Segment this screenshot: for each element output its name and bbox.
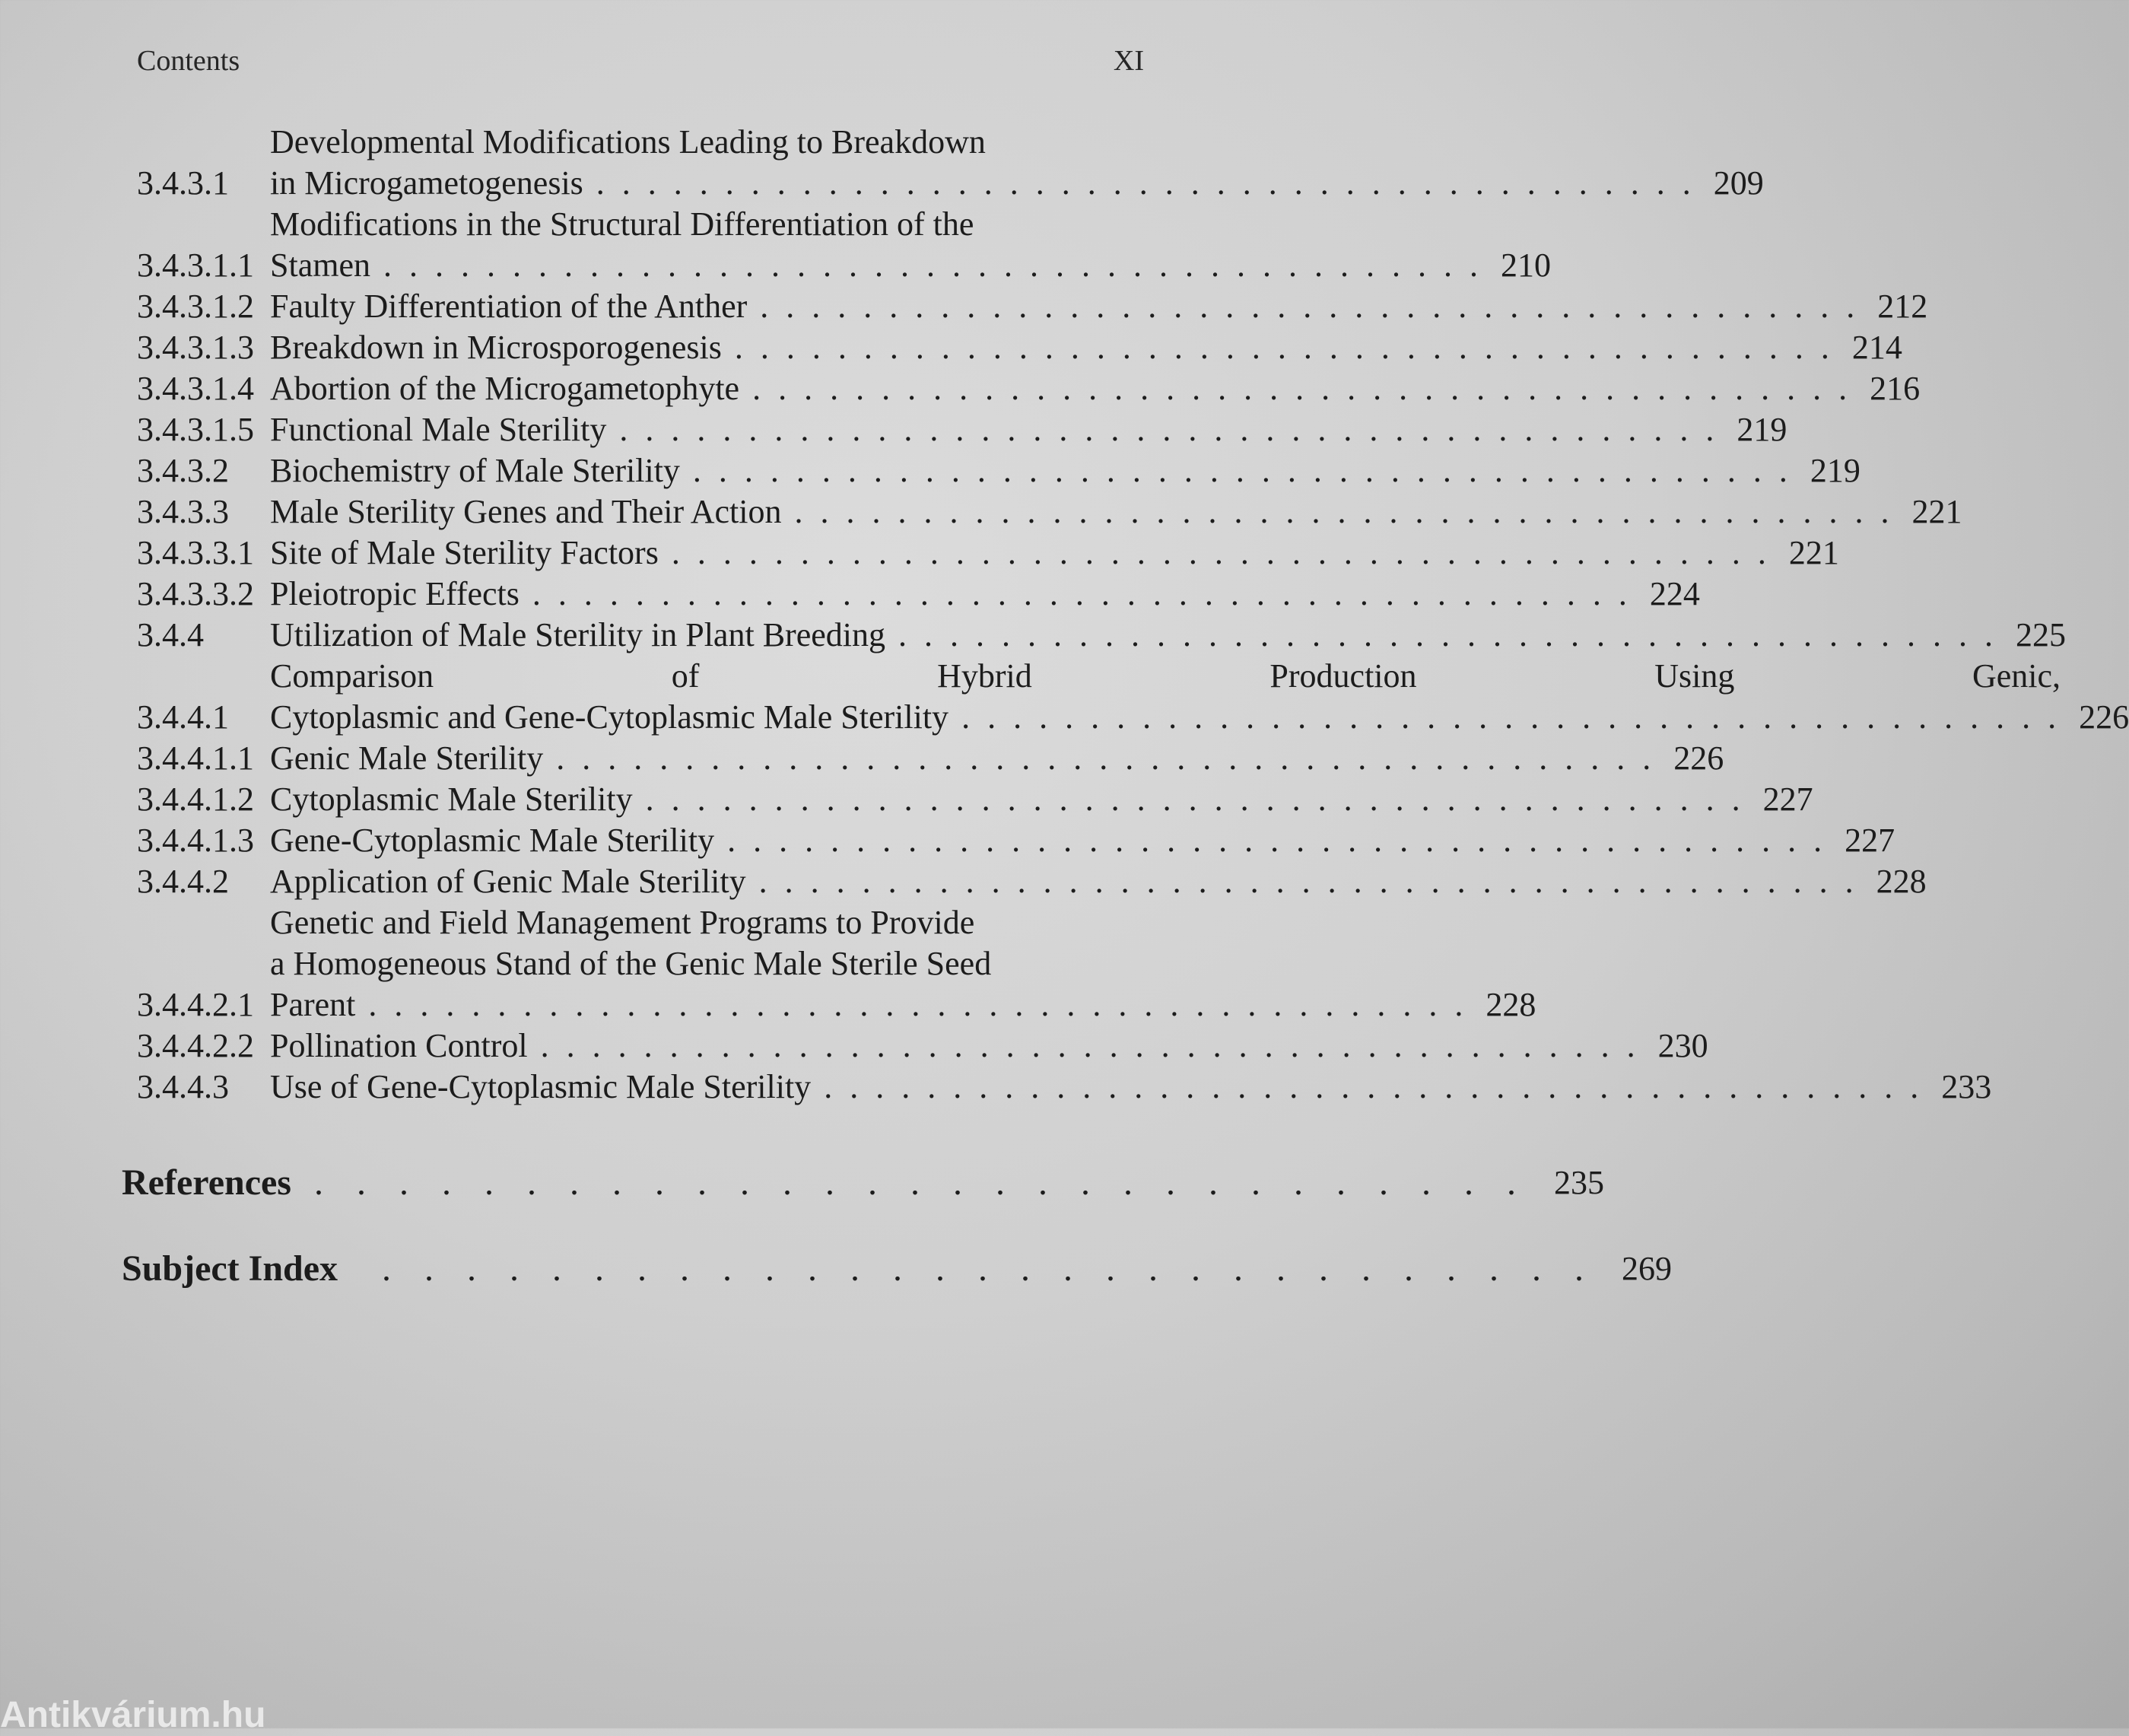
page-number: 221 <box>1911 493 1962 530</box>
section-number: 3.4.4.1.3 <box>137 822 254 859</box>
section-title-line: Breakdown in Microsporogenesis . . . <box>270 327 1834 368</box>
section-number: 3.4.3.3.1 <box>137 534 254 571</box>
section-title-line: Pleiotropic Effects . . . <box>270 574 1632 615</box>
page-number: 224 <box>1649 575 1700 612</box>
page-number: 225 <box>2015 616 2066 653</box>
toc-entry <box>122 861 1927 902</box>
toc-entry <box>122 738 1724 779</box>
section-title-line: Parent . . . <box>270 984 1467 1025</box>
page-number: 227 <box>1845 822 1895 859</box>
section-title <box>270 574 1632 615</box>
subject-index-page: 269 <box>1622 1250 1673 1287</box>
section-number: 3.4.3.3 <box>137 493 229 530</box>
section-number: 3.4.3.1.3 <box>137 329 254 366</box>
section-number: 3.4.4 <box>137 616 204 653</box>
references-label: References <box>122 1162 291 1203</box>
page-number: 228 <box>1876 863 1927 900</box>
section-title <box>270 122 1695 204</box>
section-title <box>270 204 1482 286</box>
section-number: 3.4.4.2.1 <box>137 986 254 1023</box>
section-title-line: Gene-Cytoplasmic Male Sterility . . . <box>270 820 1826 861</box>
section-title <box>270 409 1718 450</box>
section-number: 3.4.3.1.2 <box>137 288 254 325</box>
section-title-line: a Homogeneous Stand of the Genic Male Sterile Seed <box>270 945 992 982</box>
toc-entry-references <box>122 1160 1604 1206</box>
toc-entry <box>122 902 1536 1025</box>
section-title <box>270 656 2061 738</box>
section-title <box>270 738 1655 779</box>
leader-dots: . . . . . . . . . . . . . . . . . . . . . . . . . . . . . <box>313 1162 1528 1203</box>
toc-entry-subject-index <box>122 1246 1673 1292</box>
section-title <box>270 533 1771 574</box>
section-title <box>270 286 1859 327</box>
section-title-line: Biochemistry of Male Sterility . . . <box>270 450 1792 491</box>
section-title-line: Modifications in the Structural Differentiation of the <box>270 205 974 243</box>
section-title <box>270 450 1792 491</box>
running-head-title: Contents <box>137 45 240 77</box>
section-number: 3.4.4.3 <box>137 1068 229 1105</box>
section-title-line: Male Sterility Genes and Their Action . . . <box>270 491 1893 533</box>
section-title-line: Application of Genic Male Sterility . . . <box>270 861 1858 902</box>
section-title <box>270 779 1745 820</box>
section-title <box>270 820 1826 861</box>
section-title-line: Faulty Differentiation of the Anther . . . <box>270 286 1859 327</box>
toc-entry <box>122 286 1928 327</box>
section-title <box>270 491 1893 533</box>
running-head <box>137 44 1144 78</box>
page-number: 226 <box>1673 739 1724 777</box>
watermark-text: Antikvárium.hu <box>0 1695 266 1735</box>
leader-dots: . . . . . . . . . . . . . . . . . . . . . . . . . . . . . <box>361 1248 1597 1289</box>
section-title-line: Genic Male Sterility . . . <box>270 738 1655 779</box>
section-title-line: Stamen . . . <box>270 245 1482 286</box>
section-number: 3.4.3.1.1 <box>137 246 254 284</box>
toc-entry <box>122 122 1764 204</box>
page-number: 221 <box>1788 534 1839 571</box>
section-title-line: Genetic and Field Management Programs to Provide <box>270 904 975 941</box>
page-number: 209 <box>1713 164 1764 202</box>
section-number: 3.4.4.1.1 <box>137 739 254 777</box>
section-title <box>270 861 1858 902</box>
page-number: 212 <box>1877 288 1928 325</box>
page-number: 210 <box>1500 246 1551 284</box>
section-title <box>270 902 1467 1025</box>
section-title-line: Pollination Control . . . <box>270 1025 1640 1067</box>
references-page: 235 <box>1553 1164 1604 1201</box>
page-number: 219 <box>1810 452 1860 489</box>
subject-index-label: Subject Index <box>122 1248 338 1289</box>
section-number: 3.4.4.2 <box>137 863 229 900</box>
section-number: 3.4.3.1 <box>137 164 229 202</box>
section-title-line: Developmental Modifications Leading to Breakdown <box>270 123 986 161</box>
section-title-line: Use of Gene-Cytoplasmic Male Sterility . . . <box>270 1067 1923 1108</box>
toc-entry <box>122 1067 1992 1108</box>
toc-entry <box>122 368 1921 409</box>
section-number: 3.4.3.3.2 <box>137 575 254 612</box>
toc-entry <box>122 779 1813 820</box>
page-number: 214 <box>1851 329 1902 366</box>
section-number: 3.4.3.2 <box>137 452 229 489</box>
page-number: 216 <box>1870 370 1921 407</box>
toc-entry <box>122 820 1895 861</box>
section-title-line: Functional Male Sterility . . . <box>270 409 1718 450</box>
section-title-line: Cytoplasmic Male Sterility . . . <box>270 779 1745 820</box>
page-number: 226 <box>2079 698 2129 736</box>
section-title-line: in Microgametogenesis . . . <box>270 163 1695 204</box>
toc-entry <box>122 533 1839 574</box>
section-number: 3.4.4.2.2 <box>137 1027 254 1064</box>
toc-entry <box>122 1025 1708 1067</box>
section-number: 3.4.3.1.5 <box>137 411 254 448</box>
toc-entry <box>122 491 1962 533</box>
section-number: 3.4.3.1.4 <box>137 370 254 407</box>
page-number: 233 <box>1941 1068 1992 1105</box>
section-title-line: Utilization of Male Sterility in Plant Breeding . . . <box>270 615 1997 656</box>
section-title-line: Comparison of Hybrid Production Using Genic, <box>270 657 2061 695</box>
section-number: 3.4.4.1.2 <box>137 781 254 818</box>
section-title <box>270 368 1851 409</box>
page-number: 230 <box>1657 1027 1708 1064</box>
toc-entry <box>122 327 1902 368</box>
toc-entry <box>122 615 2066 656</box>
page-number: 219 <box>1737 411 1787 448</box>
section-title-line: Cytoplasmic and Gene-Cytoplasmic Male Sterility . . . <box>270 697 2061 738</box>
toc-entry <box>122 409 1787 450</box>
page-number: 227 <box>1762 781 1813 818</box>
page-number: 228 <box>1486 986 1536 1023</box>
section-title-line: Abortion of the Microgametophyte . . . <box>270 368 1851 409</box>
section-title <box>270 615 1997 656</box>
section-number: 3.4.4.1 <box>137 698 229 736</box>
section-title <box>270 1025 1640 1067</box>
section-title <box>270 1067 1923 1108</box>
section-title <box>270 327 1834 368</box>
section-title-line: Site of Male Sterility Factors . . . <box>270 533 1771 574</box>
toc-entry <box>122 574 1700 615</box>
toc-entry <box>122 656 2129 738</box>
toc-entry <box>122 450 1860 491</box>
running-head-page-number: XI <box>1113 45 1144 77</box>
table-of-contents <box>122 122 2129 1108</box>
toc-entry <box>122 204 1551 286</box>
